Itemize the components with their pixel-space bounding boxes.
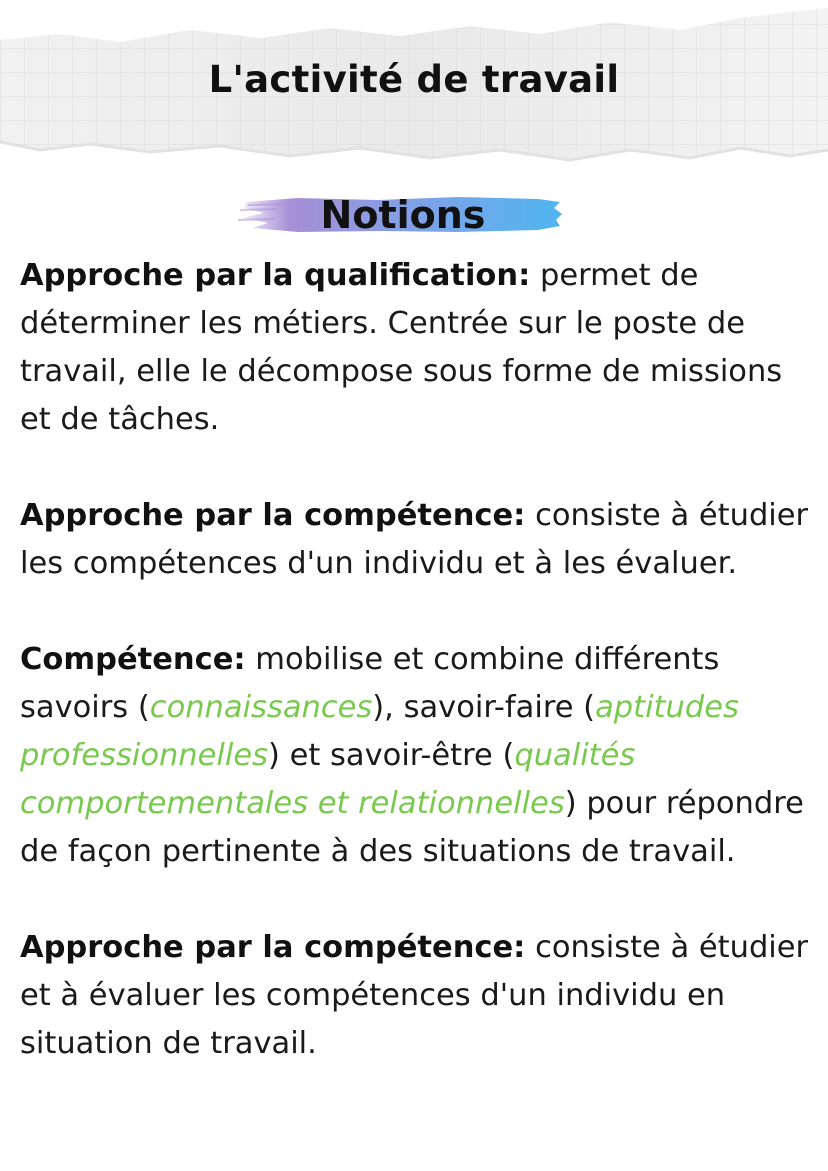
notion-text: mobilise et combine différents savoirs ( [20, 642, 720, 725]
notion-term: Approche par la compétence: [20, 498, 526, 533]
notion-competence [20, 636, 810, 876]
section-heading-label: Notions [320, 193, 486, 237]
notion-text: permet de déterminer les métiers. Centrée sur le poste de travail, elle le décompose sous forme de missions et de tâches. [20, 258, 783, 437]
notion-term: Compétence: [20, 642, 246, 677]
notion-text: consiste à étudier les compétences d'un individu et à les évaluer. [20, 498, 809, 581]
notion-qualification [20, 252, 810, 444]
notion-example: connaissances [149, 690, 373, 725]
section-heading [238, 188, 568, 242]
notion-competence-approach-situation [20, 924, 810, 1068]
page-title: L'activité de travail [208, 58, 620, 101]
notion-text: consiste à étudier et à évaluer les compétences d'un individu en situation de travail. [20, 930, 809, 1061]
notion-example: qualités comportementales et relationnelles [20, 738, 636, 821]
notion-term: Approche par la qualification: [20, 258, 531, 293]
notion-example: aptitudes professionnelles [20, 690, 739, 773]
notions-list [20, 252, 810, 1116]
notion-competence-approach [20, 492, 810, 588]
notion-text: ) pour répondre de façon pertinente à des situations de travail. [20, 786, 804, 869]
notion-text: ) et savoir-être ( [268, 738, 515, 773]
notion-term: Approche par la compétence: [20, 930, 526, 965]
notion-text: ), savoir-faire ( [372, 690, 596, 725]
